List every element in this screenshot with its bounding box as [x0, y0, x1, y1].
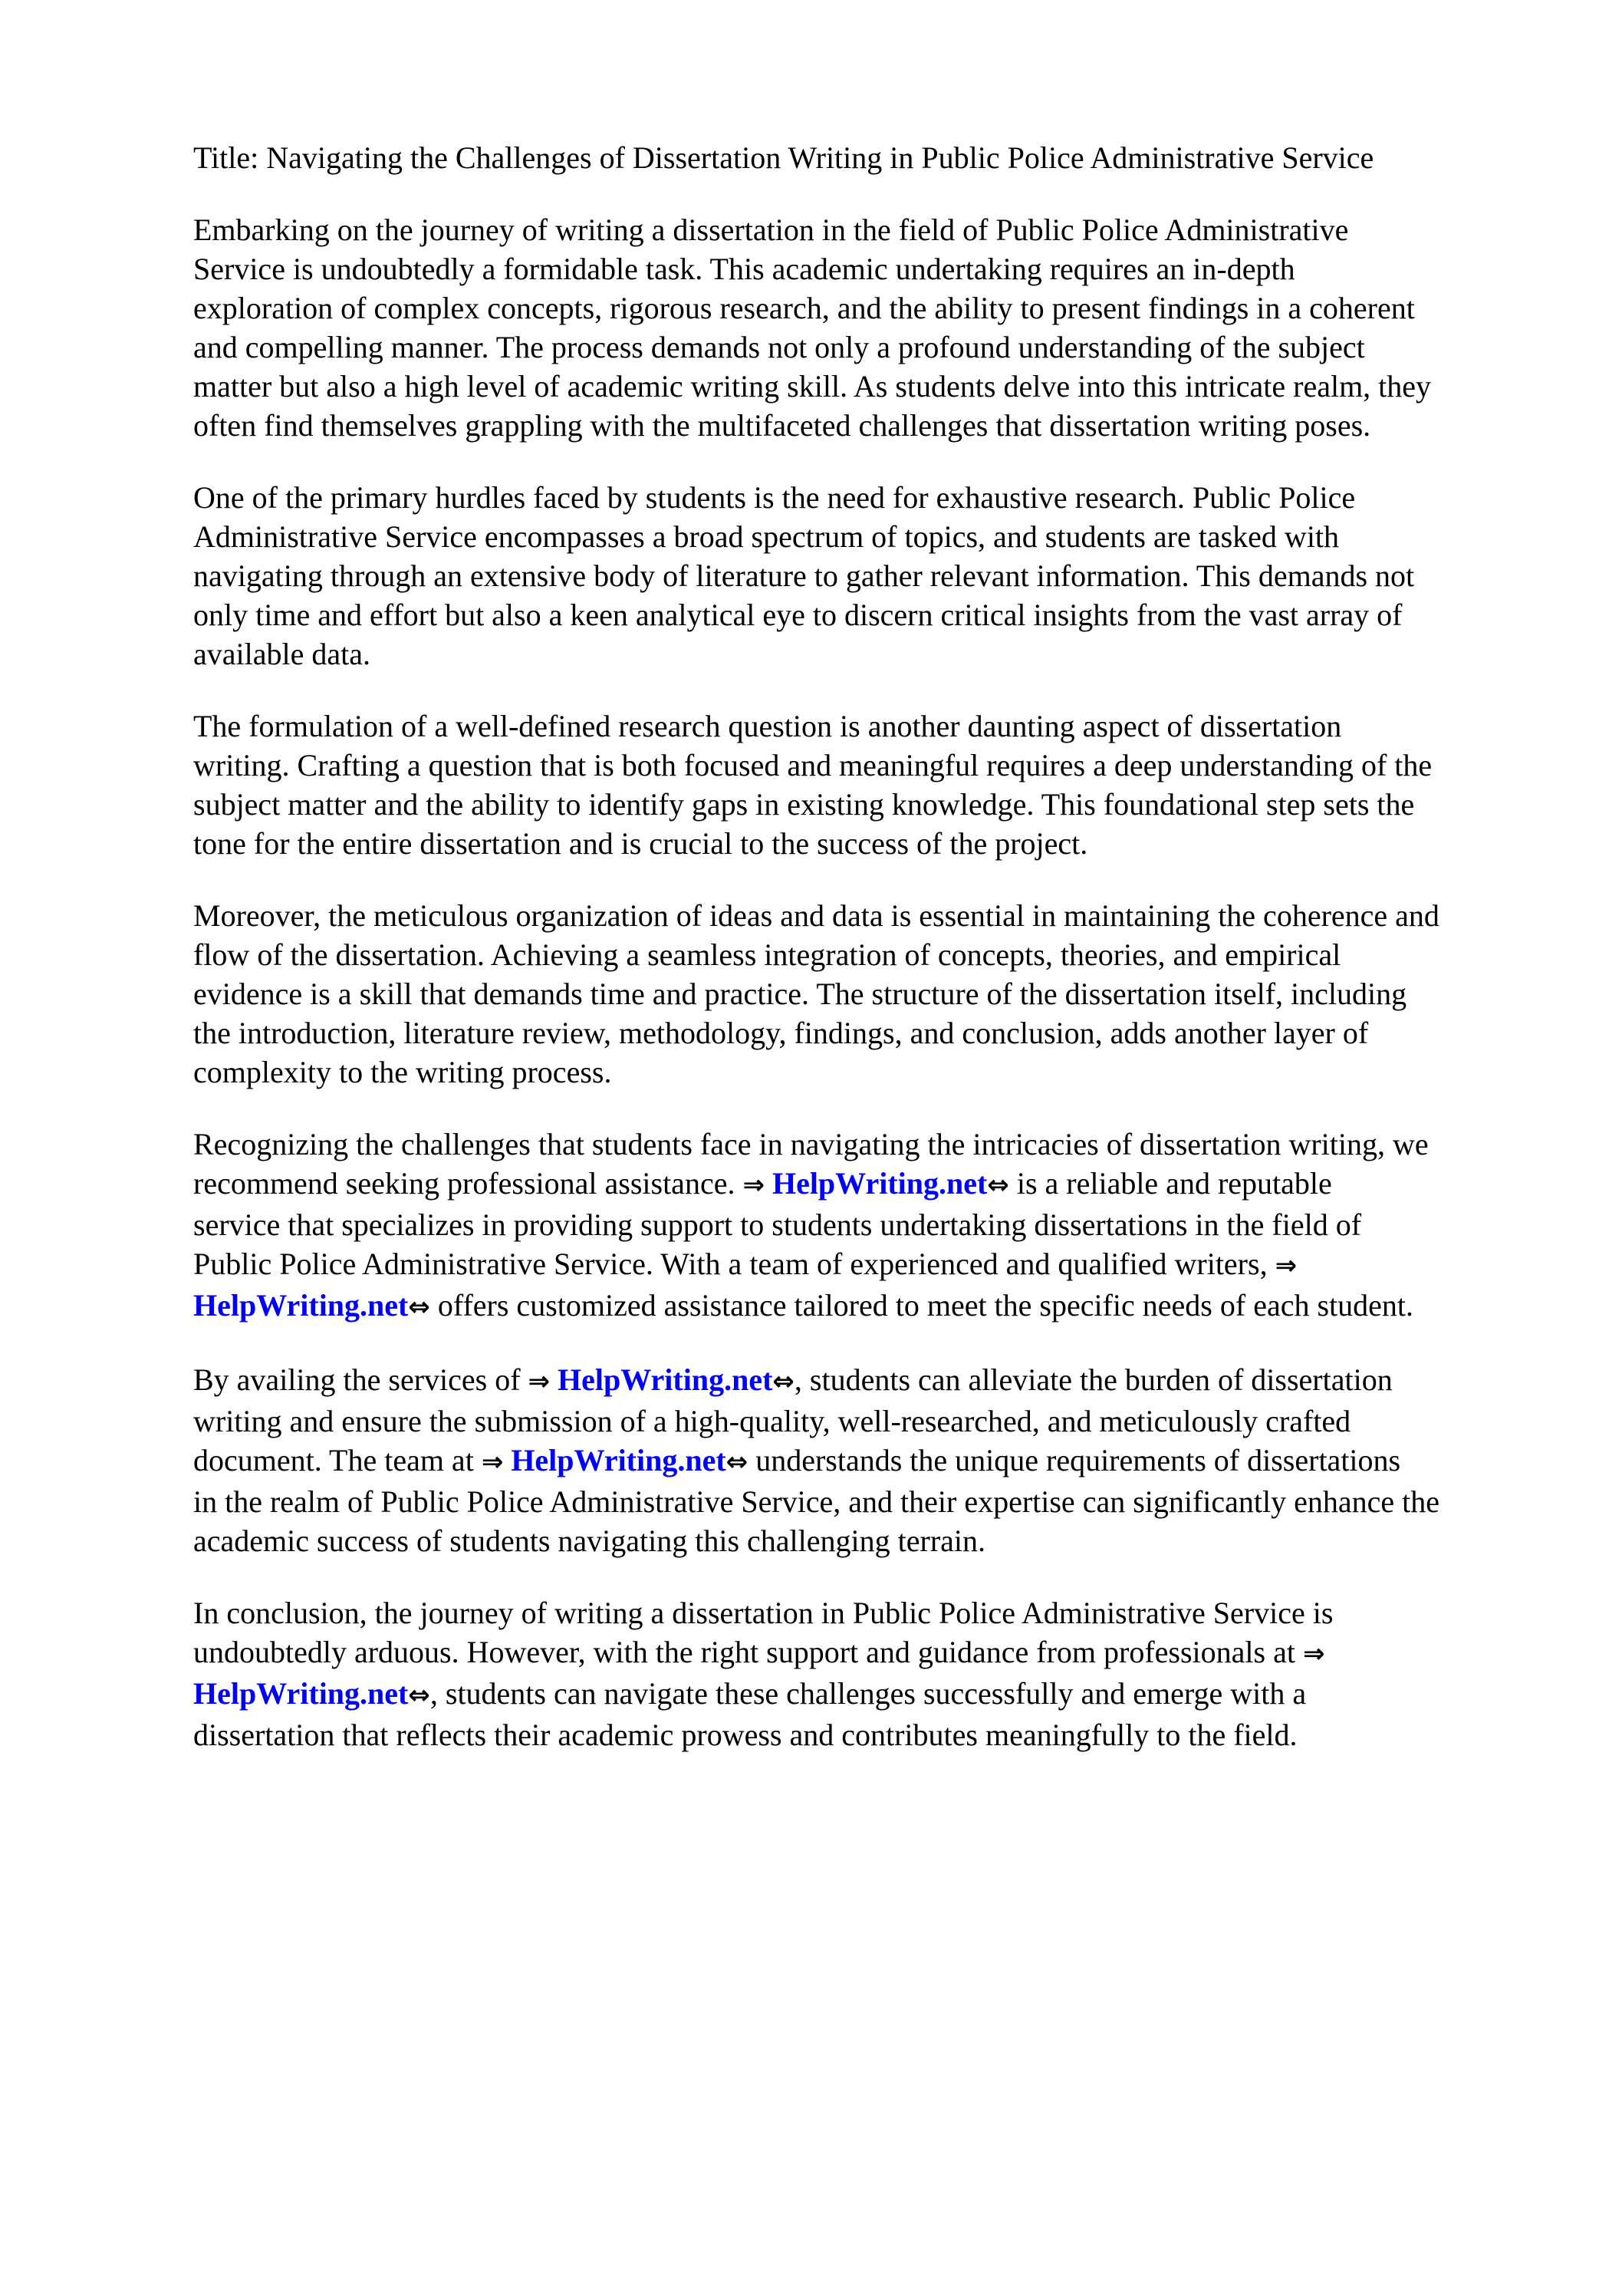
- text-line: [193, 1632, 1589, 1674]
- text-segment: Public Police Administrative Service. With a team of experienced and qualified writers,: [193, 1247, 1275, 1281]
- text-segment: flow of the dissertation. Achieving a seamless integration of concepts, theories, and empirical: [193, 937, 1341, 972]
- text-line: [193, 707, 1589, 746]
- text-segment: Recognizing the challenges that students face in navigating the intricacies of dissertation writing, we: [193, 1127, 1429, 1161]
- text-segment: writing and ensure the submission of a high-quality, well-researched, and meticulously crafted: [193, 1404, 1351, 1438]
- text-line: [193, 1715, 1589, 1754]
- text-line: [193, 785, 1589, 824]
- text-line: [193, 1593, 1589, 1632]
- text-segment: tone for the entire dissertation and is crucial to the success of the project.: [193, 826, 1088, 861]
- text-line: [193, 1205, 1589, 1244]
- helpwriting-link[interactable]: HelpWriting.net: [511, 1443, 726, 1477]
- text-segment: available data.: [193, 637, 370, 671]
- document-body: [193, 210, 1589, 1754]
- text-segment: and compelling manner. The process demands not only a profound understanding of the subject: [193, 330, 1365, 364]
- text-line: [193, 406, 1589, 445]
- text-line: [193, 1244, 1589, 1286]
- text-line: [193, 249, 1589, 288]
- helpwriting-link[interactable]: HelpWriting.net: [193, 1288, 409, 1323]
- paragraph: [193, 1593, 1589, 1754]
- text-line: [193, 746, 1589, 785]
- double-arrow-both-icon: ⇔: [408, 1292, 430, 1323]
- text-line: [193, 1013, 1589, 1052]
- text-line: [193, 478, 1589, 517]
- double-arrow-both-icon: ⇔: [725, 1447, 748, 1477]
- text-segment: Moreover, the meticulous organization of ideas and data is essential in maintaining the coherence and: [193, 898, 1439, 933]
- helpwriting-link[interactable]: HelpWriting.net: [193, 1676, 409, 1711]
- text-line: [193, 288, 1589, 328]
- text-segment: navigating through an extensive body of literature to gather relevant information. This demands not: [193, 558, 1415, 593]
- text-segment: matter but also a high level of academic writing skill. As students delve into this intricate realm, they: [193, 369, 1432, 404]
- text-segment: In conclusion, the journey of writing a dissertation in Public Police Administrative Service is: [193, 1596, 1334, 1630]
- double-arrow-both-icon: ⇔: [408, 1680, 430, 1711]
- text-line: [193, 1674, 1589, 1715]
- text-line: [193, 328, 1589, 367]
- text-line: [193, 896, 1589, 935]
- paragraph: [193, 707, 1589, 863]
- text-segment: only time and effort but also a keen analytical eye to discern critical insights from the vast array of: [193, 598, 1403, 632]
- text-line: [193, 517, 1589, 556]
- paragraph: [193, 210, 1589, 445]
- text-line: [193, 556, 1589, 595]
- text-line: [193, 634, 1589, 674]
- paragraph: [193, 1360, 1589, 1560]
- text-line: [193, 935, 1589, 974]
- helpwriting-link[interactable]: HelpWriting.net: [772, 1166, 988, 1201]
- document-page: [193, 138, 1589, 1787]
- text-line: [193, 824, 1589, 863]
- double-arrow-both-icon: ⇔: [987, 1170, 1009, 1201]
- text-segment: One of the primary hurdles faced by students is the need for exhaustive research. Public Police: [193, 480, 1356, 515]
- text-segment: , students can alleviate the burden of dissertation: [794, 1362, 1393, 1397]
- text-segment: By availing the services of: [193, 1362, 528, 1397]
- double-arrow-right-icon: ⇒: [1302, 1639, 1325, 1669]
- text-segment: [503, 1443, 511, 1477]
- double-arrow-both-icon: ⇔: [772, 1366, 795, 1397]
- text-segment: Administrative Service encompasses a broad spectrum of topics, and students are tasked with: [193, 519, 1340, 554]
- text-segment: undoubtedly arduous. However, with the right support and guidance from professionals at: [193, 1635, 1303, 1669]
- double-arrow-right-icon: ⇒: [1275, 1250, 1298, 1281]
- text-segment: Service is undoubtedly a formidable task. This academic undertaking requires an in-depth: [193, 252, 1295, 286]
- double-arrow-right-icon: ⇒: [742, 1170, 765, 1201]
- text-line: [193, 1441, 1589, 1482]
- paragraph: [193, 1125, 1589, 1327]
- double-arrow-right-icon: ⇒: [481, 1447, 504, 1477]
- paragraph: [193, 896, 1589, 1092]
- text-segment: the introduction, literature review, methodology, findings, and conclusion, adds another layer of: [193, 1016, 1369, 1050]
- paragraph: [193, 478, 1589, 674]
- text-line: [193, 1286, 1589, 1327]
- text-segment: , students can navigate these challenges successfully and emerge with a: [429, 1676, 1307, 1711]
- text-line: [193, 1402, 1589, 1441]
- text-segment: dissertation that reflects their academic prowess and contributes meaningfully to the field.: [193, 1718, 1298, 1752]
- text-line: [193, 1052, 1589, 1092]
- text-segment: recommend seeking professional assistance.: [193, 1166, 743, 1201]
- text-segment: often find themselves grappling with the multifaceted challenges that dissertation writing poses.: [193, 408, 1371, 443]
- text-segment: offers customized assistance tailored to meet the specific needs of each student.: [429, 1288, 1414, 1323]
- text-line: [193, 595, 1589, 634]
- double-arrow-right-icon: ⇒: [528, 1366, 551, 1397]
- text-segment: [550, 1362, 558, 1397]
- text-segment: is a reliable and reputable: [1008, 1166, 1332, 1201]
- text-segment: [765, 1166, 772, 1201]
- text-segment: in the realm of Public Police Administrative Service, and their expertise can significantly enhance the: [193, 1484, 1440, 1519]
- text-segment: complexity to the writing process.: [193, 1055, 612, 1089]
- text-segment: academic success of students navigating this challenging terrain.: [193, 1524, 986, 1558]
- text-line: [193, 210, 1589, 249]
- text-segment: document. The team at: [193, 1443, 482, 1477]
- text-line: [193, 1164, 1589, 1205]
- text-line: [193, 974, 1589, 1013]
- text-segment: subject matter and the ability to identify gaps in existing knowledge. This foundational step sets the: [193, 787, 1415, 822]
- text-segment: evidence is a skill that demands time and practice. The structure of the dissertation itself, including: [193, 977, 1407, 1011]
- text-line: [193, 1125, 1589, 1164]
- text-segment: Embarking on the journey of writing a dissertation in the field of Public Police Administrative: [193, 212, 1349, 247]
- helpwriting-link[interactable]: HelpWriting.net: [558, 1362, 773, 1397]
- text-segment: service that specializes in providing support to students undertaking dissertations in the field of: [193, 1207, 1362, 1242]
- document-title: Title: Navigating the Challenges of Dissertation Writing in Public Police Administrative Service: [193, 140, 1374, 175]
- text-segment: understands the unique requirements of dissertations: [748, 1443, 1401, 1477]
- text-segment: The formulation of a well-defined research question is another daunting aspect of dissertation: [193, 709, 1342, 743]
- text-line: [193, 1482, 1589, 1521]
- text-line: [193, 367, 1589, 406]
- text-line: [193, 1521, 1589, 1560]
- text-segment: exploration of complex concepts, rigorous research, and the ability to present findings in a coherent: [193, 291, 1415, 325]
- text-segment: writing. Crafting a question that is both focused and meaningful requires a deep understanding of the: [193, 748, 1433, 782]
- text-line: [193, 1360, 1589, 1402]
